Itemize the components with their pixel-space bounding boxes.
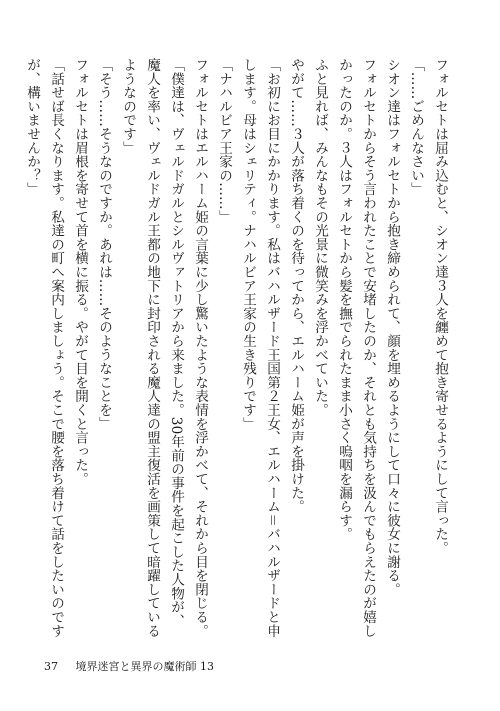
paragraph: 「お初にお目にかかります。私はバハルザード王国第２王女、エルハーム＝バハルザードと申します。母はシェリティ。ナハルビア王家の生き残りです」: [240, 58, 280, 638]
paragraph: 「ナハルビア王家の……」: [216, 58, 232, 224]
paragraph: フォルセトは眉根を寄せて首を横に振る。やがて目を開くと言った。: [72, 58, 88, 486]
page-number: 37: [44, 660, 58, 673]
paragraph: シオン達はフォルセトから抱き締められて、顔を埋めるようにして口々に彼女に謝る。: [384, 58, 400, 597]
page-footer: [44, 658, 214, 674]
paragraph: ふと見れば、みんなもその光景に微笑みを浮かべていた。: [312, 58, 328, 417]
paragraph: 「……ごめんなさい」: [408, 58, 424, 196]
paragraph: 「そう……そうなのですか。あれは……そのようなことを」: [96, 58, 112, 431]
book-title: 境界迷宮と異界の魔術師 13: [75, 660, 214, 673]
paragraph: フォルセトはエルハーム姫の言葉に少し驚いたような表情を浮かべて、それから目を閉じる。: [192, 58, 208, 638]
paragraph: フォルセトからそう言われたことで安堵したのか、それとも気持ちを汲んでもらえたのが嬉しかったのか。３人はフォルセトから髪を撫でられたまま小さく嗚咽を漏らす。: [336, 58, 376, 638]
paragraph: フォルセトは屈み込むと、シオン達３人を纏めて抱き寄せるようにして言った。: [432, 58, 448, 555]
paragraph: 「話せば長くなります。私達の町へ案内しましょう。そこで腰を落ち着けて話をしたいのですが、構いませんか？」: [24, 58, 64, 638]
vertical-body-text: [24, 58, 452, 638]
paragraph: やがて……３人が落ち着くのを待ってから、エルハーム姫が声を掛けた。: [288, 58, 304, 514]
paragraph: 「僕達は、ヴェルドガルとシルヴァトリアから来ました。30年前の事件を起こした人物が、魔人を率い、ヴェルドガル王都の地下に封印される魔人達の盟主復活を画策して暗躍しているようなのです」: [120, 58, 184, 638]
